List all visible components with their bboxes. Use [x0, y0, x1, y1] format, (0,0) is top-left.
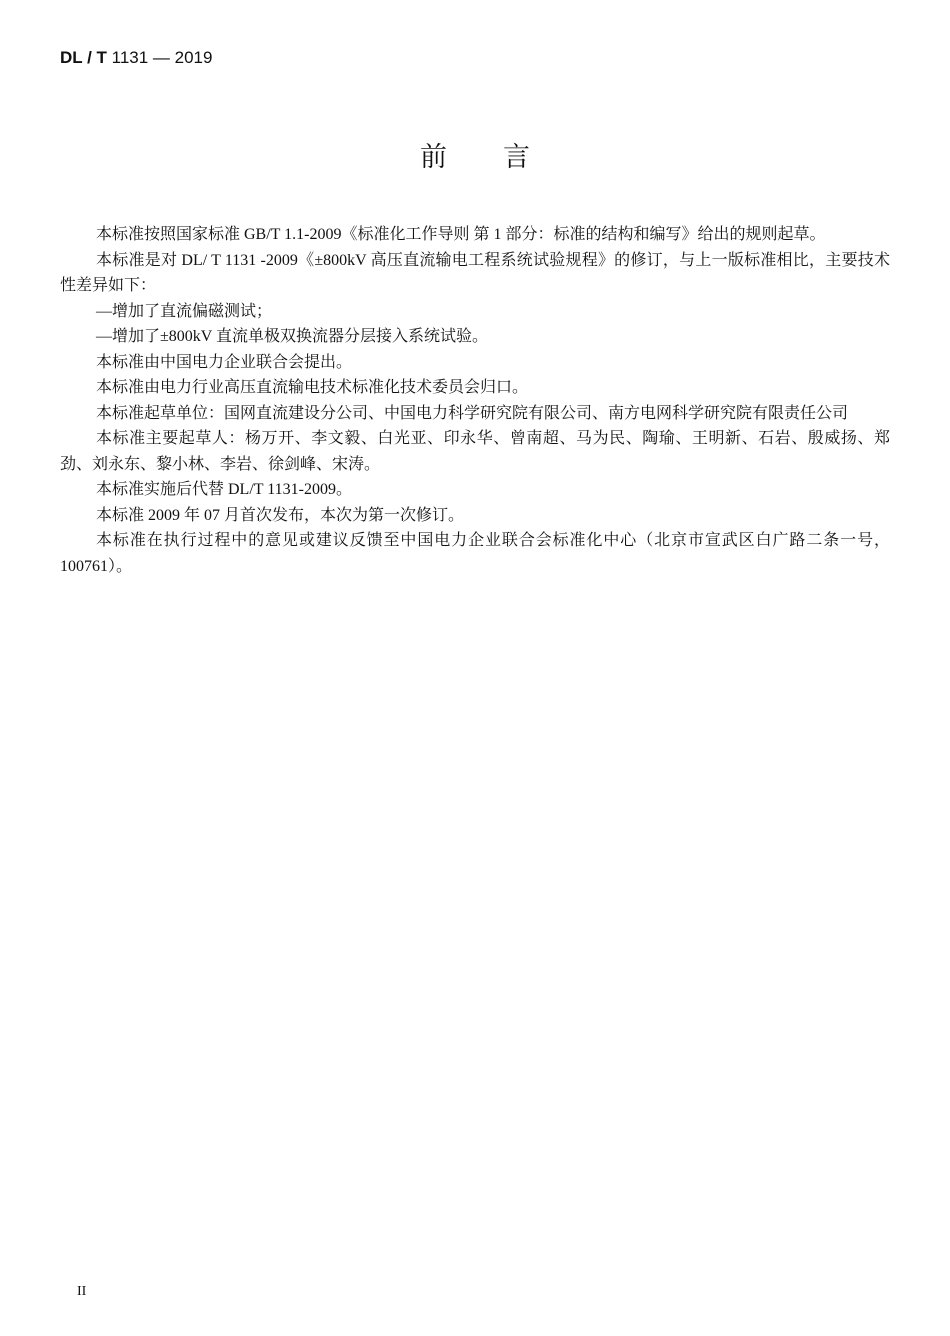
paragraph-change-2: —增加了±800kV 直流单极双换流器分层接入系统试验。 [96, 328, 489, 345]
document-code-prefix: DL / T [60, 48, 107, 67]
paragraph-revision: 本标准是对 DL/ T 1131 -2009《±800kV 高压直流输电工程系统试验规程》的修订，与上一版标准相比，主要技术性差异如下： [60, 251, 890, 294]
page-number: II [77, 1284, 87, 1299]
foreword-body [60, 222, 890, 579]
paragraph-history: 本标准 2009 年 07 月首次发布，本次为第一次修订。 [96, 506, 465, 524]
page-title: 前言 [420, 142, 586, 173]
paragraph-drafting-rules: 本标准按照国家标准 GB/T 1.1-2009《标准化工作导则 第 1 部分：标准的结构和编写》给出的规则起草。 [96, 226, 826, 243]
paragraph-change-1: —增加了直流偏磁测试； [96, 302, 273, 320]
paragraph-feedback: 本标准在执行过程中的意见或建议反馈至中国电力企业联合会标准化中心（北京市宣武区白广路二条一号，100761）。 [60, 532, 890, 575]
paragraph-drafting-units: 本标准起草单位：国网直流建设分公司、中国电力科学研究院有限公司、南方电网科学研究院有限责任公司 [96, 404, 849, 422]
paragraph-proposer: 本标准由中国电力企业联合会提出。 [96, 353, 353, 371]
document-code-number: 1131 — 2019 [106, 48, 213, 67]
paragraph-drafters: 本标准主要起草人：杨万开、李文毅、白光亚、印永华、曾南超、马为民、陶瑜、王明新、石岩、殷威扬、郑劲、刘永东、黎小林、李岩、徐剑峰、宋涛。 [60, 430, 890, 473]
document-code [60, 48, 212, 68]
paragraph-committee: 本标准由电力行业高压直流输电技术标准化技术委员会归口。 [96, 379, 529, 396]
paragraph-replaces: 本标准实施后代替 DL/T 1131-2009。 [96, 481, 352, 498]
